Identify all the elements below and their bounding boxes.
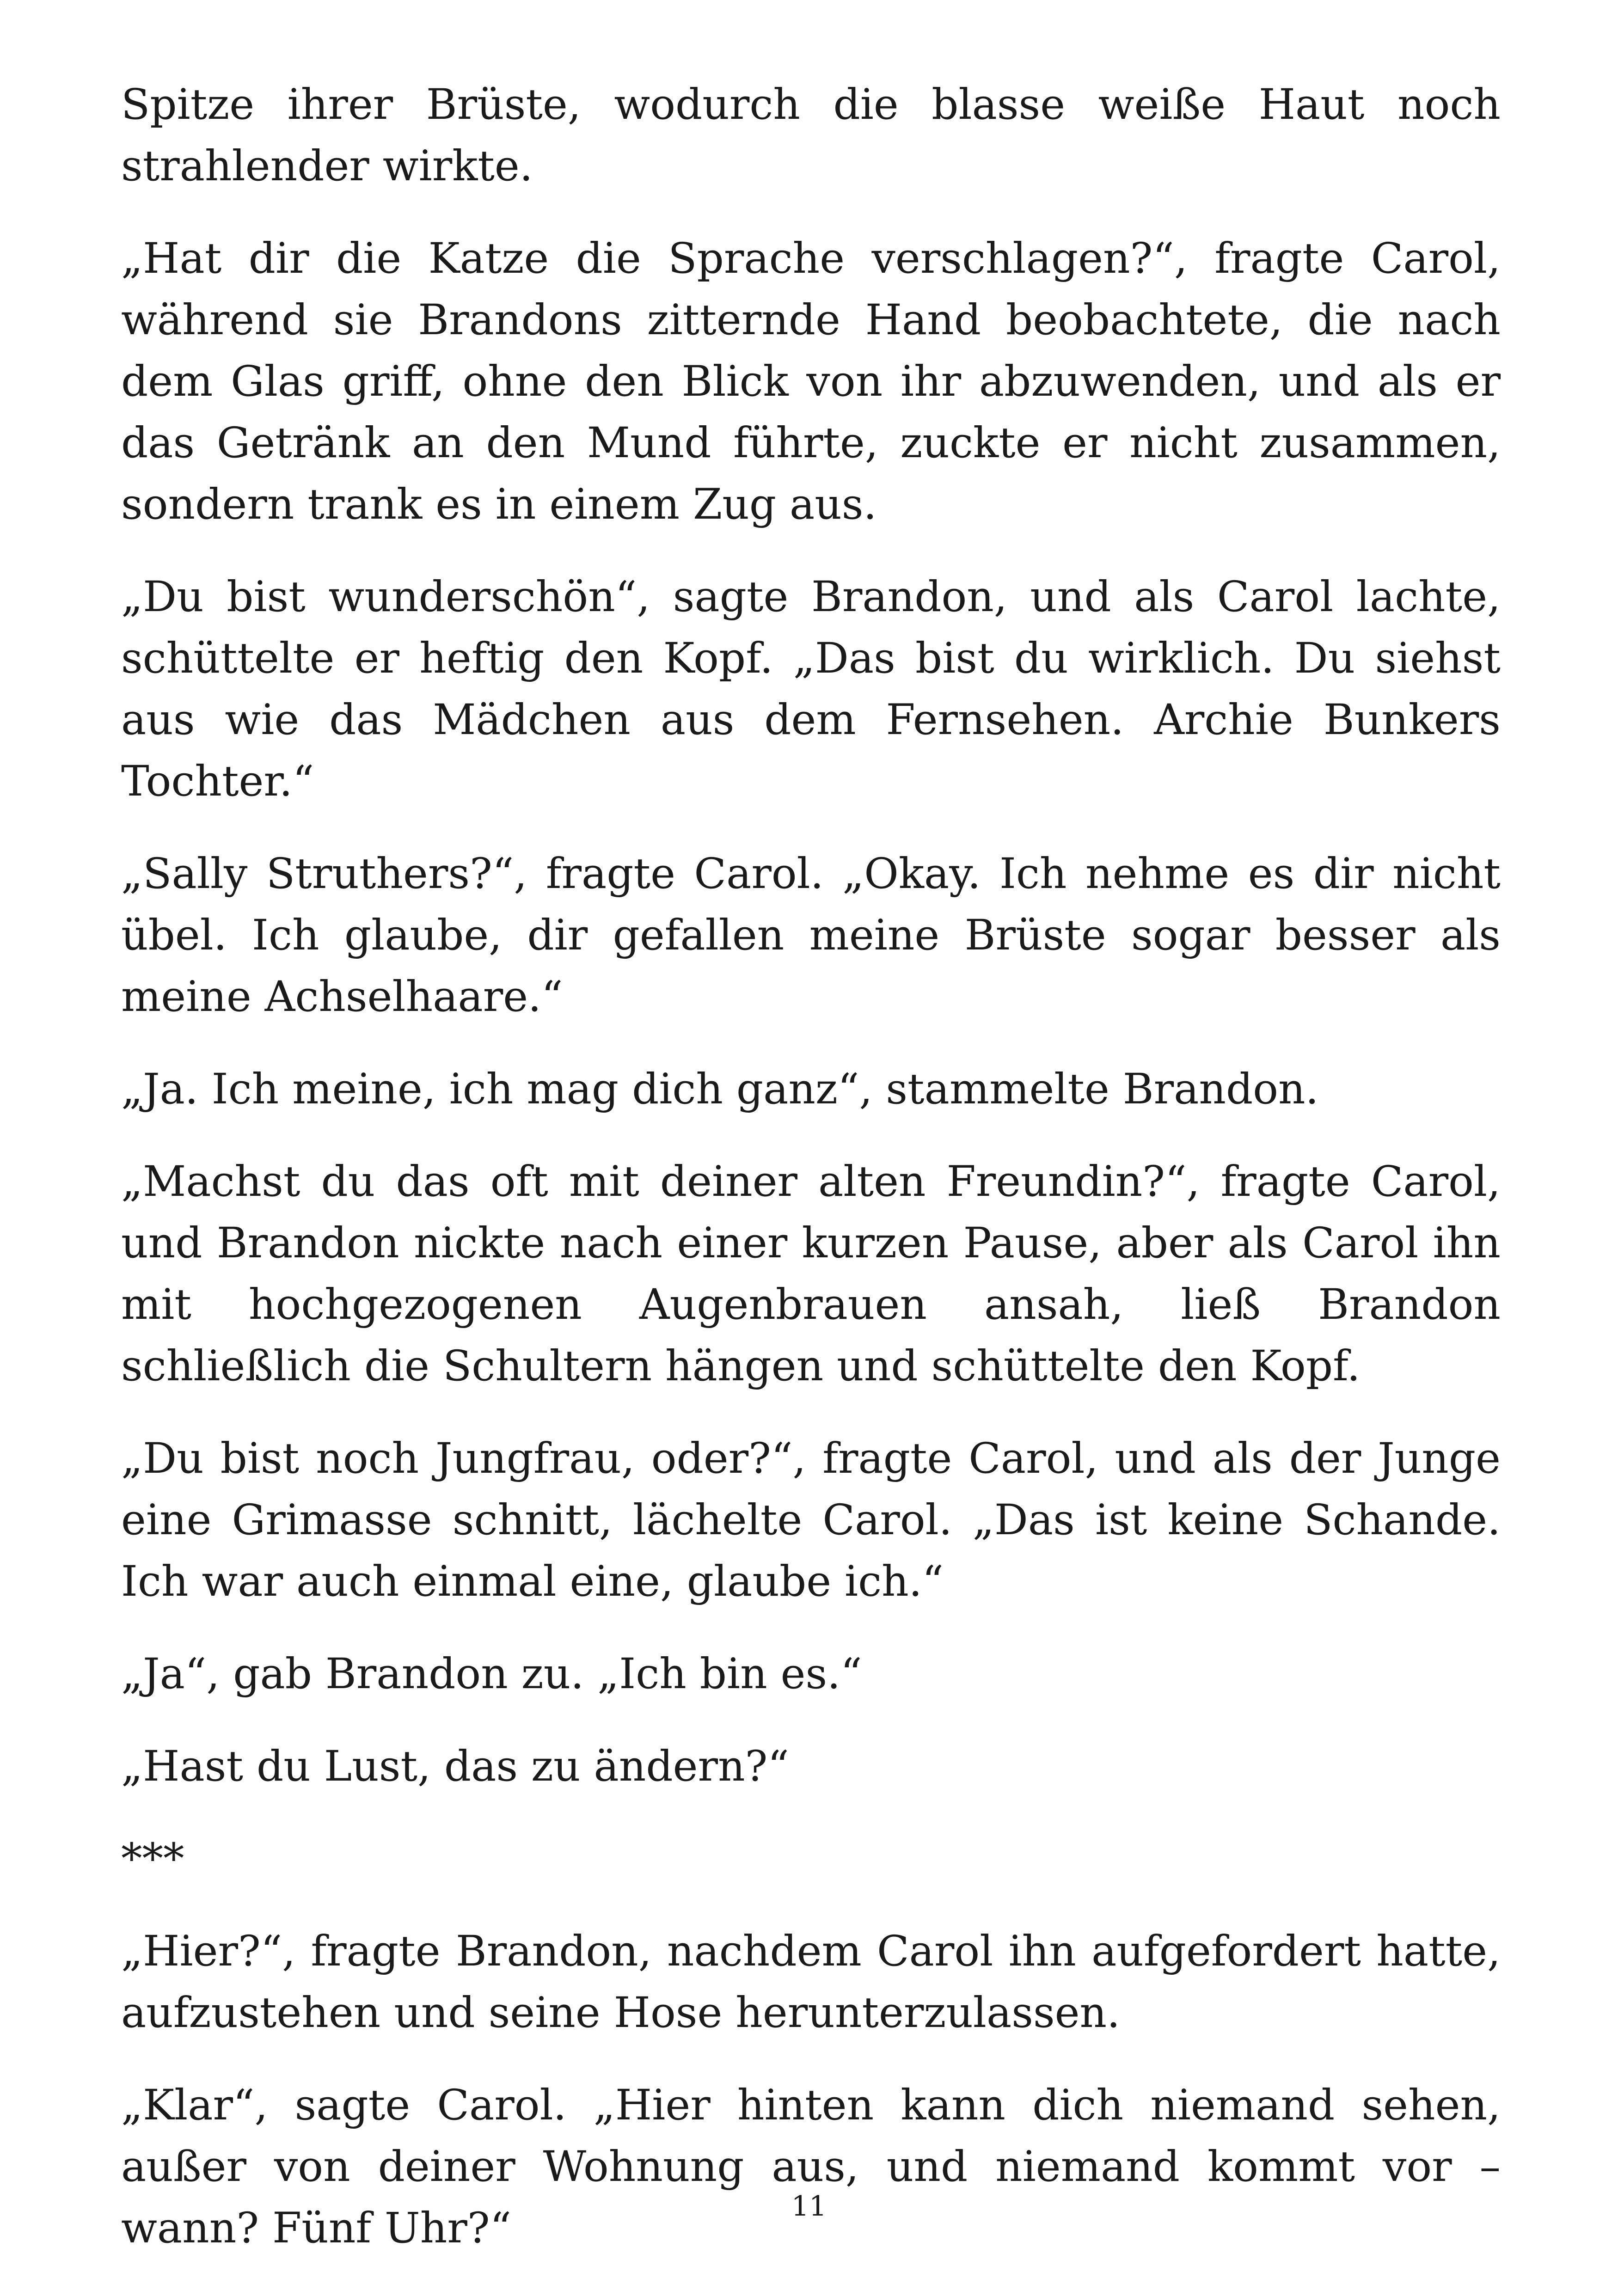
paragraph-2: „Hat dir die Katze die Sprache verschlagen?“, fragte Carol, während sie Brandons zitternde Hand beobachtete, die nach dem Glas griff, ohne den Blick von ihr abzuwenden, und als er das Getränk an den Mund führte, zuckte er nicht zusammen, sondern trank es in einem Zug aus.	[121, 234, 1501, 529]
paragraph-7: „Du bist noch Jungfrau, oder?“, fragte Carol, und als der Junge eine Grimasse schnitt, lächelte Carol. „Das ist keine Schande. Ich war auch einmal eine, glaube ich.“	[121, 1434, 1501, 1606]
body-text	[121, 74, 1501, 2290]
paragraph-8: „Ja“, gab Brandon zu. „Ich bin es.“	[121, 1650, 862, 1698]
paragraph-5: „Ja. Ich meine, ich mag dich ganz“, stammelte Brandon.	[121, 1065, 1319, 1114]
paragraph-4: „Sally Struthers?“, fragte Carol. „Okay. Ich nehme es dir nicht übel. Ich glaube, dir gefallen meine Brüste sogar besser als meine Achselhaare.“	[121, 850, 1501, 1021]
paragraph-1: Spitze ihrer Brüste, wodurch die blasse weiße Haut noch strahlender wirkte.	[121, 80, 1501, 190]
paragraph-11: „Klar“, sagte Carol. „Hier hinten kann dich niemand sehen, außer von deiner Wohnung aus, und niemand kommt vor – wann? Fünf Uhr?“	[121, 2081, 1501, 2253]
paragraph-9: „Hast du Lust, das zu ändern?“	[121, 1742, 789, 1791]
paragraph-6: „Machst du das oft mit deiner alten Freundin?“, fragte Carol, und Brandon nickte nach einer kurzen Pause, aber als Carol ihn mit hochgezogenen Augenbrauen ansah, ließ Brandon schließlich die Schultern hängen und schüttelte den Kopf.	[121, 1157, 1501, 1390]
section-break: ***	[121, 1835, 184, 1883]
page-number: 11	[791, 2190, 827, 2223]
paragraph-10: „Hier?“, fragte Brandon, nachdem Carol ihn aufgefordert hatte, aufzustehen und seine Hose herunterzulassen.	[121, 1927, 1501, 2037]
paragraph-3: „Du bist wunderschön“, sagte Brandon, und als Carol lachte, schüttelte er heftig den Kopf. „Das bist du wirklich. Du siehst aus wie das Mädchen aus dem Fernsehen. Archie Bunkers Tochter.“	[121, 573, 1501, 806]
